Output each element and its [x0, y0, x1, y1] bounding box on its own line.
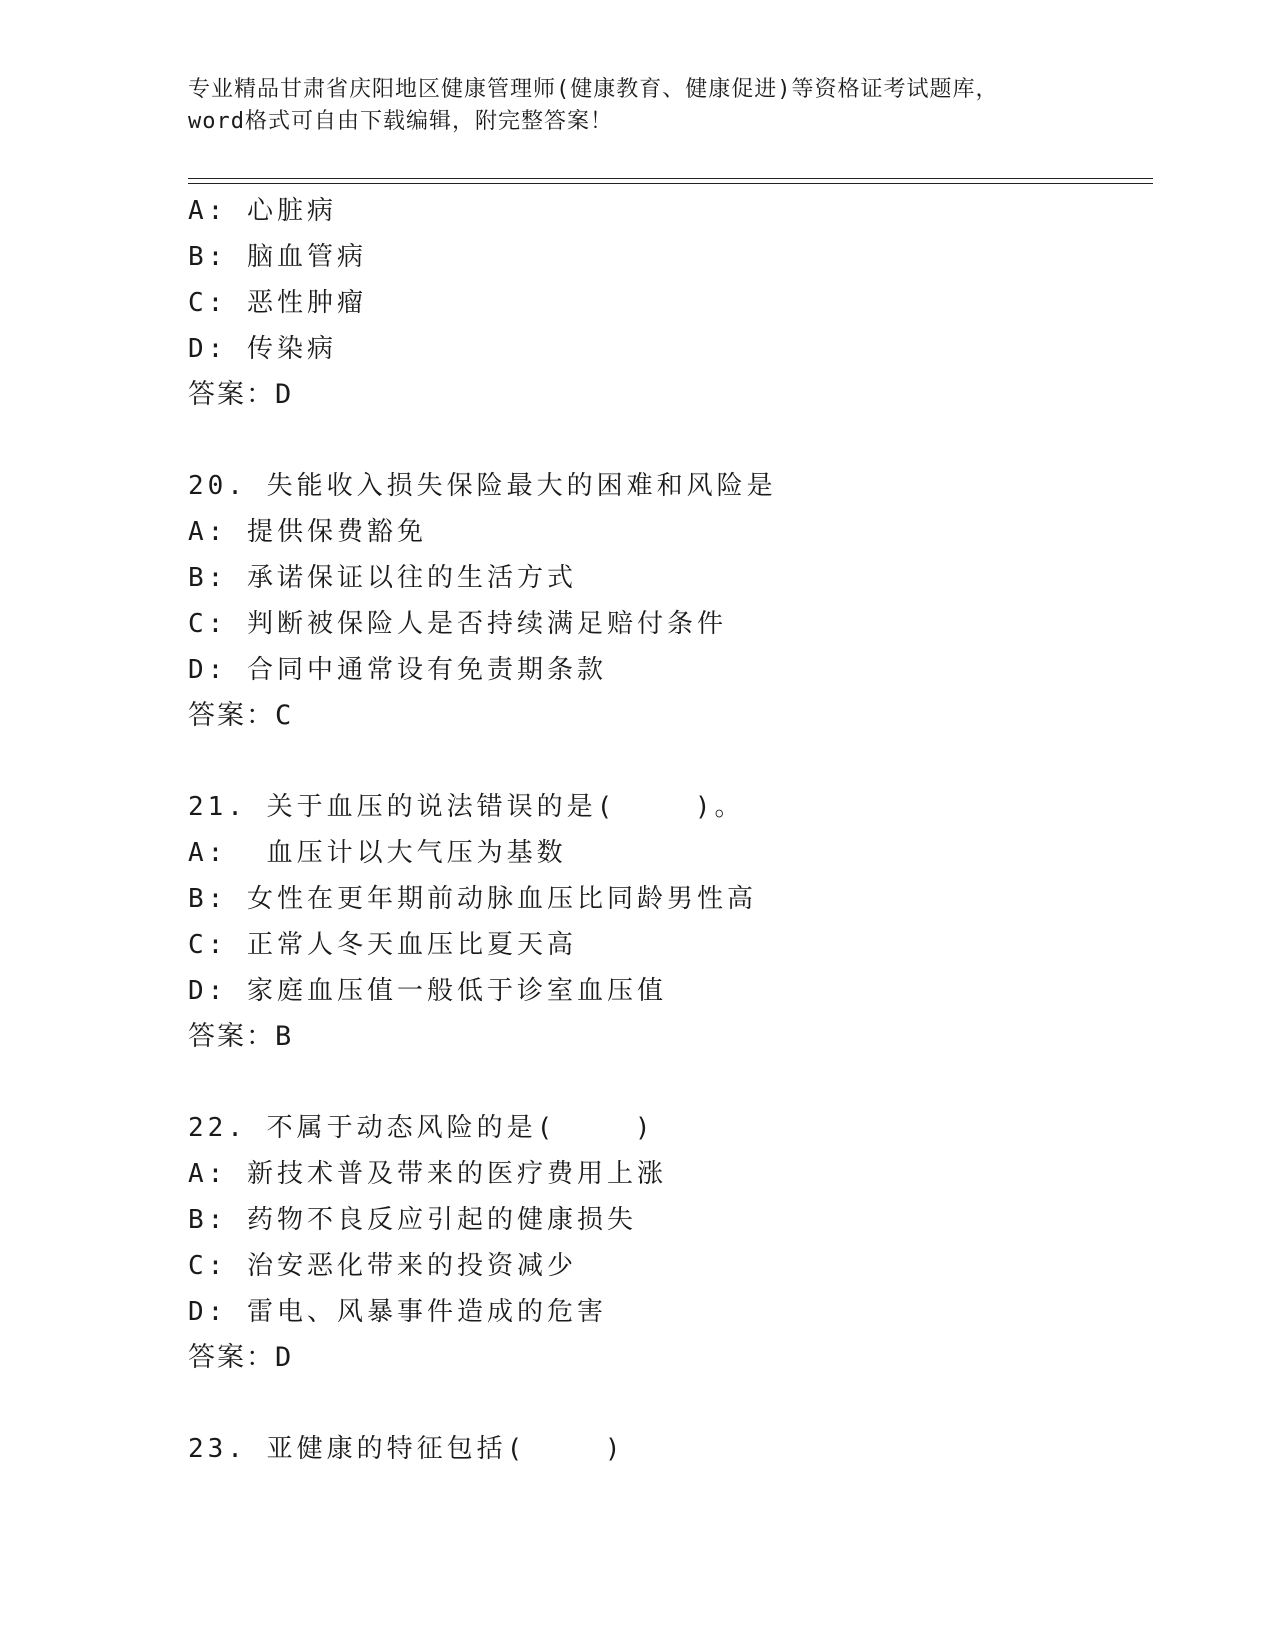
question-block-21 — [188, 784, 1138, 1060]
option-d: D: 雷电、风暴事件造成的危害 — [188, 1297, 607, 1327]
option-b: B: 承诺保证以往的生活方式 — [188, 563, 577, 593]
answer-line — [188, 1335, 1138, 1381]
option-c: C: 治安恶化带来的投资减少 — [188, 1251, 577, 1281]
answer-label: 答案： — [188, 1021, 275, 1052]
answer-value: D — [275, 1342, 294, 1373]
answer-label: 答案： — [188, 1342, 275, 1373]
question-stem: 22. 不属于动态风险的是( ) — [188, 1113, 655, 1143]
header-line-2: word格式可自由下载编辑，附完整答案！ — [188, 109, 613, 134]
question-block-23 — [188, 1426, 1138, 1472]
option-a: A: 血压计以大气压为基数 — [188, 838, 567, 868]
option-d: D: 传染病 — [188, 334, 337, 364]
document-header — [188, 74, 1088, 138]
answer-line — [188, 693, 1138, 739]
question-stem: 23. 亚健康的特征包括( ) — [188, 1434, 625, 1464]
option-d: D: 合同中通常设有免责期条款 — [188, 655, 607, 685]
answer-line — [188, 372, 1138, 418]
header-line-1: 专业精品甘肃省庆阳地区健康管理师(健康教育、健康促进)等资格证考试题库， — [188, 77, 999, 102]
question-stem: 21. 关于血压的说法错误的是( )。 — [188, 792, 745, 822]
option-c: C: 正常人冬天血压比夏天高 — [188, 930, 577, 960]
answer-value: C — [275, 700, 294, 731]
question-content — [188, 188, 1138, 1472]
option-b: B: 脑血管病 — [188, 242, 367, 272]
option-a: A: 提供保费豁免 — [188, 517, 427, 547]
option-b: B: 药物不良反应引起的健康损失 — [188, 1205, 637, 1235]
question-stem: 20. 失能收入损失保险最大的困难和风险是 — [188, 471, 777, 501]
question-block-22 — [188, 1105, 1138, 1381]
option-a: A: 心脏病 — [188, 196, 337, 226]
answer-label: 答案： — [188, 379, 275, 410]
option-b: B: 女性在更年期前动脉血压比同龄男性高 — [188, 884, 757, 914]
option-c: C: 恶性肿瘤 — [188, 288, 367, 318]
header-divider-top — [188, 178, 1153, 179]
option-c: C: 判断被保险人是否持续满足赔付条件 — [188, 609, 727, 639]
option-d: D: 家庭血压值一般低于诊室血压值 — [188, 976, 667, 1006]
answer-value: B — [275, 1021, 294, 1052]
question-block-continued — [188, 188, 1138, 418]
answer-line — [188, 1014, 1138, 1060]
header-divider-bottom — [188, 183, 1153, 184]
answer-value: D — [275, 379, 294, 410]
question-block-20 — [188, 463, 1138, 739]
answer-label: 答案： — [188, 700, 275, 731]
option-a: A: 新技术普及带来的医疗费用上涨 — [188, 1159, 667, 1189]
